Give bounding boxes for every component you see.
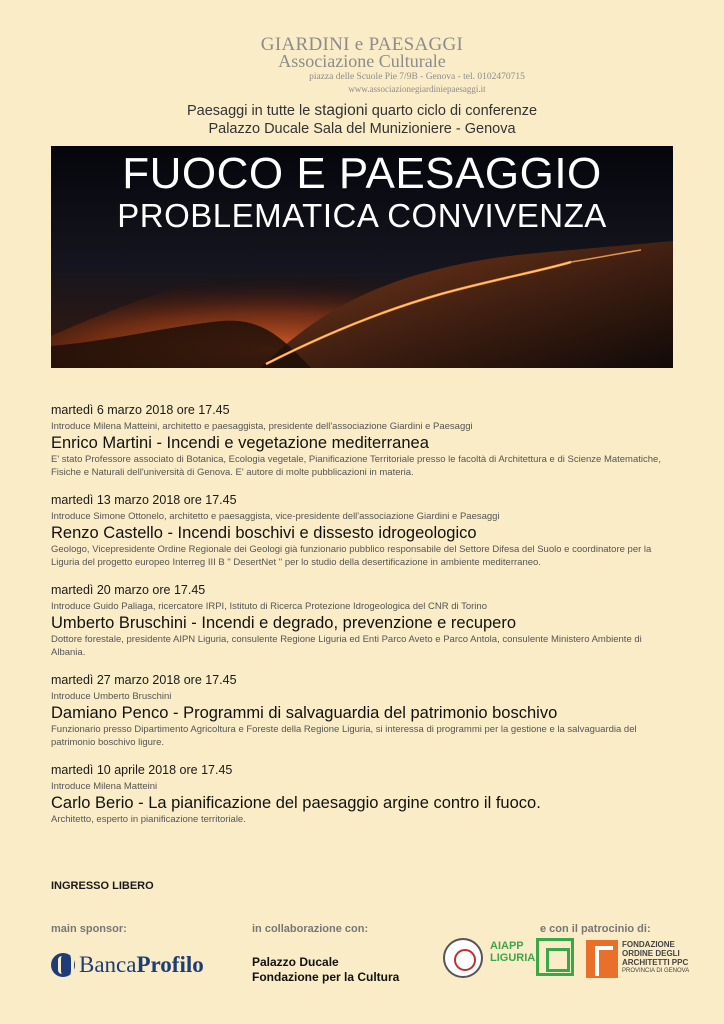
fond-line-1: FONDAZIONE xyxy=(622,940,675,949)
event-item xyxy=(51,582,671,659)
fond-line-3: ARCHITETTI PPC xyxy=(622,958,689,967)
banca-part-1: Banca xyxy=(79,952,137,977)
banner-title: FUOCO E PAESAGGIO xyxy=(122,149,602,198)
event-date: martedì 13 marzo 2018 ore 17.45 xyxy=(51,493,237,507)
event-item xyxy=(51,762,671,826)
fondazione-mark-icon xyxy=(586,940,618,978)
header xyxy=(0,36,724,94)
event-description: Funzionario presso Dipartimento Agricoltura e Foreste della Regione Liguria, si interessa di programmi per la gestione e la salvaguardia del patrimonio boschivo ligure. xyxy=(51,724,637,748)
aiapp-liguria-logo xyxy=(490,938,580,980)
event-date: martedì 20 marzo ore 17.45 xyxy=(51,583,206,597)
event-date: martedì 6 marzo 2018 ore 17.45 xyxy=(51,403,230,417)
conference-series xyxy=(0,102,724,138)
event-intro: Introduce Simone Ottonelo, architetto e paesaggista, vice-presidente dell'associazione Giardini e Paesaggi xyxy=(51,511,500,522)
fondazione-text xyxy=(622,940,689,978)
aiapp-line-2: LIGURIA xyxy=(490,952,536,964)
event-date: martedì 27 marzo 2018 ore 17.45 xyxy=(51,673,237,687)
palazzo-ducale-logo xyxy=(252,955,399,985)
banner-subtitle: PROBLEMATICA CONVIVENZA xyxy=(117,197,607,234)
banner-image xyxy=(51,146,673,368)
banca-part-2: Profilo xyxy=(136,952,204,977)
org-subtitle: Associazione Culturale xyxy=(278,51,446,71)
event-description: Dottore forestale, presidente AIPN Liguria, consulente Regione Liguria ed Enti Parco Aveto e Parco Antola, consulente Ministero Ambiente di Albania. xyxy=(51,634,642,658)
event-title: Carlo Berio - La pianificazione del paesaggio argine contro il fuoco. xyxy=(51,794,541,812)
event-item xyxy=(51,672,671,749)
event-intro: Introduce Umberto Bruschini xyxy=(51,691,172,702)
event-date: martedì 10 aprile 2018 ore 17.45 xyxy=(51,763,233,777)
event-description: Architetto, esperto in pianificazione territoriale. xyxy=(51,814,246,825)
series-venue: Palazzo Ducale Sala del Munizioniere - Genova xyxy=(208,121,516,137)
collaboration-label: in collaborazione con: xyxy=(252,923,369,935)
event-intro: Introduce Milena Matteini, architetto e paesaggista, presidente dell'associazione Giardini e Paesaggi xyxy=(51,421,473,432)
banca-profilo-icon xyxy=(51,953,75,977)
series-part-3: stagioni xyxy=(314,102,368,119)
event-intro: Introduce Guido Paliaga, ricercatore IRPI, Istituto di Ricerca Protezione Idrogeologica del CNR di Torino xyxy=(51,601,487,612)
event-description: Geologo, Vicepresidente Ordine Regionale dei Geologi già funzionario pubblico responsabile del Settore Difesa del Suolo e coordinatore per la Liguria del progetto europeo Interreg III B " DesertNet " per lo studio della desertificazione in ambiente mediterraneo. xyxy=(51,544,652,568)
patronage-label: e con il patrocinio di: xyxy=(540,923,651,935)
fondazione-architetti-logo xyxy=(586,940,689,978)
event-intro: Introduce Milena Matteini xyxy=(51,781,158,792)
event-title: Umberto Bruschini - Incendi e degrado, prevenzione e recupero xyxy=(51,614,517,632)
aiapp-text xyxy=(490,940,535,964)
events-list xyxy=(51,402,671,839)
banca-profilo-logo xyxy=(51,952,204,978)
banca-profilo-name xyxy=(79,952,204,978)
series-part-2: tutte le xyxy=(266,103,311,119)
org-address: piazza delle Scuole Pie 7/9B - Genova - tel. 0102470715 xyxy=(309,72,525,82)
fond-line-2: ORDINE DEGLI xyxy=(622,949,680,958)
org-website[interactable]: www.associazionegiardiniepaesaggi.it xyxy=(348,84,486,94)
maze-icon xyxy=(536,938,574,976)
main-sponsor-label: main sponsor: xyxy=(51,923,127,935)
fond-line-4: PROVINCIA DI GENOVA xyxy=(622,968,690,974)
event-item xyxy=(51,402,671,479)
free-entry-notice: INGRESSO LIBERO xyxy=(51,880,154,892)
event-title: Enrico Martini - Incendi e vegetazione mediterranea xyxy=(51,434,429,452)
palazzo-line-2: Fondazione per la Cultura xyxy=(252,970,400,984)
palazzo-line-1: Palazzo Ducale xyxy=(252,955,339,969)
org-name: GIARDINI e PAESAGGI xyxy=(260,34,464,55)
event-description: E' stato Professore associato di Botanica, Ecologia vegetale, Pianificazione Territoriale presso le facoltà di Architettura e di Scienze Matematiche, Fisiche e Naturali dell'università di Genova. E' autore di molte pubblicazioni in materia. xyxy=(51,454,661,478)
series-part-1: Paesaggi in xyxy=(186,103,263,119)
event-title: Damiano Penco - Programmi di salvaguardia del patrimonio boschivo xyxy=(51,704,558,722)
aiapp-line-1: AIAPP xyxy=(490,940,524,952)
event-item xyxy=(51,492,671,569)
event-title: Renzo Castello - Incendi boschivi e dissesto idrogeologico xyxy=(51,524,477,542)
series-part-4: quarto ciclo di conferenze xyxy=(371,103,538,119)
order-seal-icon xyxy=(443,938,483,978)
